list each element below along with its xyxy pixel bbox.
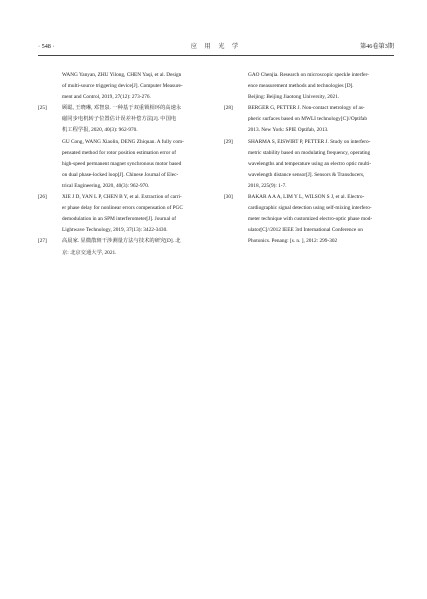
running-header <box>38 41 394 53</box>
header-rule <box>38 55 394 56</box>
reference-line: BERGER G, PETTER J. Non-contact metrology of as- <box>248 105 365 112</box>
reference-line: demodulation in an SPM interferometer[J]. Journal of <box>62 216 177 223</box>
reference-line: 2013. New York: SPIE Optifab, 2013. <box>248 127 329 134</box>
reference-number: [28] <box>224 105 233 112</box>
reference-entry <box>224 70 394 103</box>
reference-entry <box>38 236 208 258</box>
reference-line: er phase delay for nonlinear errors compensation of PGC <box>62 205 183 212</box>
reference-number: [26] <box>38 194 47 201</box>
reference-line: 京: 北京交通大学, 2021. <box>62 249 117 256</box>
reference-number: [27] <box>38 238 47 245</box>
reference-line: 磁同步电机转子位置估计误差补偿方法[J]. 中国电 <box>62 116 177 123</box>
reference-line: high-speed permanent magnet synchronous motor based <box>62 160 182 167</box>
reference-line: of multi-source triggering device[J]. Computer Measure- <box>62 83 183 90</box>
reference-entry <box>224 103 394 136</box>
reference-line: 2018, 225(9): 1-7. <box>248 182 287 189</box>
reference-entry <box>224 137 394 192</box>
reference-line: pensated method for rotor position estimation error of <box>62 149 177 156</box>
reference-line: Photonics. Penang: [s. n. ], 2012: 299-302 <box>248 238 338 245</box>
reference-line: cardiographic signal detection using self-mixing interfero- <box>248 205 372 212</box>
right-column <box>224 70 394 248</box>
reference-line: 高晨家. 显微散斑干涉测量方法与技术的研究[D]. 北 <box>62 238 181 245</box>
reference-line: 顾聪, 王晓琳, 邓智泉. 一种基于双重锁相环的高速永 <box>62 105 182 112</box>
reference-number: [29] <box>224 138 233 145</box>
reference-entry <box>38 70 208 103</box>
reference-number: [30] <box>224 194 233 201</box>
reference-entry <box>38 192 208 236</box>
reference-line: ence measurement methods and technologies [D]. <box>248 83 354 90</box>
reference-line: pheric surfaces based on MWLI technology[C]//Optifab <box>248 116 367 123</box>
reference-line: SHARMA S, EISWIRT P, PETTER J. Study on interfero- <box>248 138 371 145</box>
reference-line: GAO Chenjia. Research on microscopic speckle interfer- <box>248 72 369 78</box>
reference-line: XIE J D, YAN L P, CHEN B Y, et al. Extraction of carri- <box>62 194 182 201</box>
reference-line: WANG Yanyan, ZHU Yilong, CHEN Yaqi, et al. Design <box>62 72 182 78</box>
reference-entry <box>224 192 394 247</box>
reference-line: BAKAR A A A, LIM Y L, WILSON S J, et al. Electro- <box>248 194 365 201</box>
journal-title: 应 用 光 学 <box>190 43 242 50</box>
reference-entry <box>38 103 208 192</box>
reference-line: GU Cong, WANG Xiaolin, DENG Zhiquan. A fully com- <box>62 138 184 145</box>
reference-line: ulator[C]//2012 IEEE 3rd International Conference on <box>248 227 363 234</box>
reference-line: meter technique with customized electro-optic phase mod- <box>248 216 373 223</box>
reference-line: wavelength distance sensor[J]. Sensors & Transducers, <box>248 171 365 178</box>
reference-line: ment and Control, 2019, 27(12): 273-276. <box>62 94 151 101</box>
left-column <box>38 70 208 259</box>
reference-line: Lightwave Technology, 2019, 37(13): 3422-3430. <box>62 227 168 234</box>
reference-line: trical Engineering, 2020, 40(3): 962-970. <box>62 182 150 189</box>
reference-line: metric stability based on modulating frequency, operating <box>248 149 371 156</box>
reference-number: [25] <box>38 105 47 112</box>
reference-line: wavelengths and temperature using an electro optic multi- <box>248 160 372 167</box>
page-number: · 548 · <box>38 43 55 50</box>
volume-issue: 第46卷第3期 <box>359 43 394 50</box>
reference-line: on dual phase-locked loop[J]. Chinese Journal of Elec- <box>62 171 179 178</box>
reference-line: 机工程学报, 2020, 40(3): 962-970. <box>62 127 138 134</box>
reference-line: Beijing: Beijing Jiaotong University, 2021. <box>248 94 340 101</box>
